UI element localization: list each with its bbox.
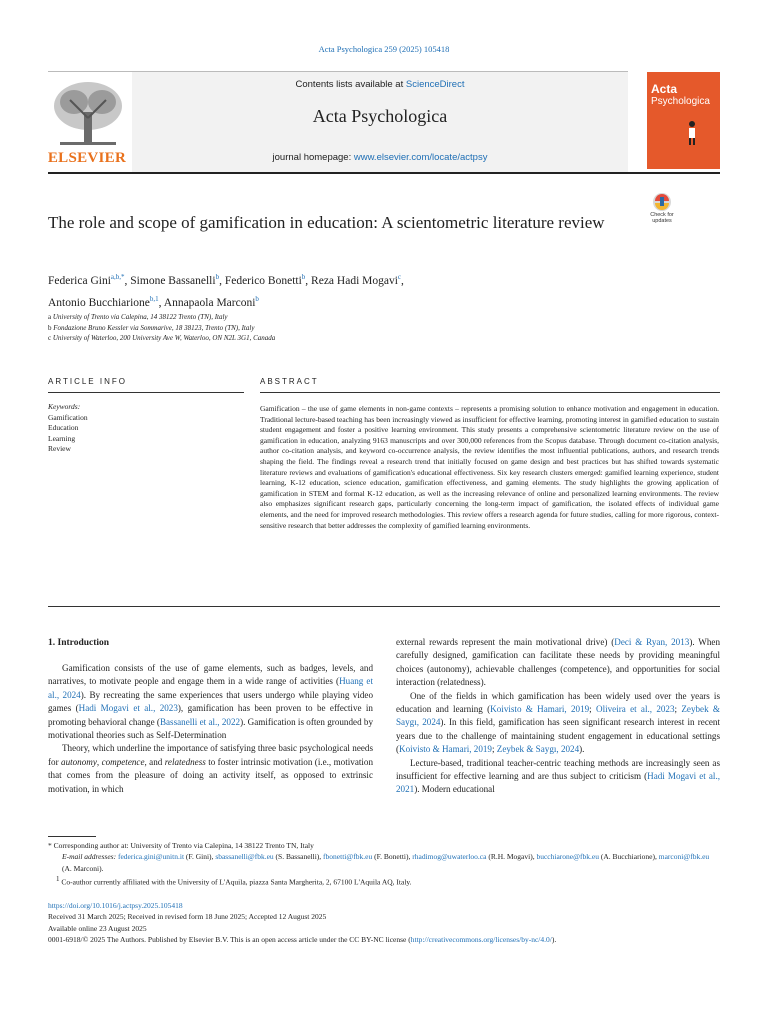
sciencedirect-link[interactable]: ScienceDirect [405,79,465,90]
article-title: The role and scope of gamification in education: A scientometric literature review [48,213,605,232]
doi-link[interactable]: https://doi.org/10.1016/j.actpsy.2025.105418 [48,901,183,910]
abstract-rule [260,392,720,393]
paragraph: Theory, which underline the importance of satisfying three basic psychological needs for autonomy, competence, and relatedness to foster intrinsic motivation (i.e., motivation that comes from the pleasure of doing an activity itself, as opposed to extrinsic motivation, in which [48,743,374,794]
homepage-link[interactable]: www.elsevier.com/locate/actpsy [353,152,488,163]
homepage-prefix: journal homepage: [272,152,354,163]
reference-link[interactable]: Koivisto & Hamari, 2019 [399,744,492,755]
email-link[interactable]: rhadimog@uwaterloo.ca [412,852,487,862]
coauthor-note: $^1$ Co-author currently affiliated with the University of L'Aquila, piazza Santa Margherita, 2, 67100 L'Aquila AQ, Italy. [56,874,412,887]
keyword: Review [48,444,71,453]
available-online: Available online 23 August 2025 [48,923,147,933]
affiliation-item: c University of Waterloo, 200 University Ave W, Waterloo, ON N2L 3G1, Canada [48,334,276,342]
keywords-block [48,402,88,455]
footnotes [48,840,720,888]
keyword: Learning [48,433,76,443]
abstract-text: Gamification – the use of game elements in non-game contexts – represents a promising solution to enhance motivation and engagement in education. Traditional lecture-based teaching has been increasingly viewed as insufficient for effective learning, promoting interest in gamified education to sustain student engagement and foster a positive learning environment. This study presents a comprehensive scientometric literature review on the use of gamification in education, analyzing 9163 manuscripts and over 300,000 references from the Scopus database. Through document co-citation analysis, author co-citation analysis, and keyword co-occurrence analysis, the review identifies the most influential publications, authors, and research trends shaping the field. The findings reveal a research trend that initially focused on game design and best practices but has shifted towards systematic literature reviews and evaluations of gamification's educational effectiveness. Six key research clusters emerged: gamified learning experience, student learning, K-12 education, science education, gamification effectiveness, and gaming elements. The study highlights the growing application of gamification in STEM and formal K-12 education, as well as the increasing relevance of online and personalized learning environments. The review also emphasizes significant research gaps, particularly concerning the long-term impact of gamification, the isolated effects of individual game elements, and the need for improved research methodologies. This review offers a research agenda for future studies, calling for more rigorous, context-sensitive research that better addresses the complexity of gamified learning environments. [260,404,719,530]
license-link[interactable]: http://creativecommons.org/licenses/by-nc/4.0/ [410,934,552,944]
author-sup: c [397,273,402,281]
author-name: Reza Hadi Mogavi [311,274,398,287]
elsevier-logo-text: ELSEVIER [47,150,127,166]
reference-link[interactable]: Koivisto & Hamari, 2019 [490,704,590,715]
author-sup: b [255,294,259,303]
check-for-updates-label[interactable]: Check for updates [650,212,674,224]
paragraph: Lecture-based, traditional teacher-centric teaching methods are increasingly seen as insufficient for effective learning and are thus subject to criticism (Hadi Mogavi et al., 2021). Modern educational [396,757,720,795]
keywords-label: Keywords: [48,402,81,411]
email-link[interactable]: sbassanelli@fbk.eu [215,852,274,862]
cover-figure-icon [685,120,699,146]
author-name: Federico Bonetti [224,274,302,287]
email-addresses: E-mail addresses: federica.gini@unitn.it (F. Gini), sbassanelli@fbk.eu (S. Bassanelli), fbonetti@fbk.eu (F. Bonetti), rhadimog@uwaterloo.ca (R.H. Mogavi), bucchiarone@fbk.eu (A. Bucchiarione), marconi@fbk.eu (A. Marconi). [62,852,710,873]
article-info-rule [48,392,244,393]
paragraph: external rewards represent the main motivational drive) (Deci & Ryan, 2013). When carefully designed, gamification can facilitate these needs by providing meaningful choices (autonomy), achievable challenges (competence), and opportunities for social interaction (relatedness). [396,637,721,688]
left-column-text [48,662,373,796]
email-link[interactable]: federica.gini@unitn.it [117,852,185,862]
reference-link[interactable]: Hadi Mogavi et al., 2023 [78,703,178,714]
article-info-heading: ARTICLE INFO [48,377,127,386]
journal-homepage [132,152,628,163]
affiliations [48,312,608,344]
right-column-text [396,636,720,797]
journal-citation[interactable]: Acta Psychologica 259 (2025) 105418 [318,44,450,54]
author-sup: b [301,273,306,281]
corresponding-author-note: * Corresponding author at: University of Trento via Calepina, 14 38122 Trento TN, Italy [48,841,314,850]
abstract-heading: ABSTRACT [260,377,319,386]
received-dates: Received 31 March 2025; Received in revised form 18 June 2025; Accepted 12 August 2025 [48,912,327,922]
reference-link[interactable]: Zeybek & Saygı, 2024 [496,744,580,755]
author-sup: b,1 [149,294,159,303]
abstract-bottom-rule [48,606,720,607]
author-name: Annapaola Marconi [163,296,256,309]
author-sup: a,b,* [110,273,125,281]
license-text: 0001-6918/© 2025 The Authors. Published by Elsevier B.V. This is an open access article under the CC BY-NC license (http://creativecommons.org/licenses/by-nc/4.0/). [48,934,557,944]
author-name: Antonio Bucchiarione [48,296,150,309]
cover-title-line-1: Acta [651,82,678,96]
contents-available [132,79,628,90]
author-list: Federica Gini$^{a,b,*}$, Simone Bassanelli$^b$, Federico Bonetti$^b$, Reza Hadi Mogavi$^c$, Antonio Bucchiarione$^{b,1}$, Annapaola Marconi$^b$ [48,273,404,309]
author-name: Simone Bassanelli [130,274,216,287]
publication-info [48,900,720,945]
paragraph: Gamification consists of the use of game elements, such as badges, levels, and narratives, to motivate people and engage them in a wide range of activities (Huang et al., 2024). By recreating the same experiences that users undergo while playing video games (Hadi Mogavi et al., 2023), gamification has been proven to be effective in promoting behavioral change (Bassanelli et al., 2022). Gamification is often grounded by motivational theories such as Self-Determination [48,663,374,741]
reference-link[interactable]: Huang et al., 2024 [48,676,373,700]
contents-prefix: Contents lists available at [295,79,406,90]
keyword: Gamification [48,412,88,422]
author-sup: b [215,273,220,281]
section-heading-introduction: 1. Introduction [48,638,110,648]
email-link[interactable]: marconi@fbk.eu [658,852,710,862]
check-for-updates-icon[interactable] [646,192,678,212]
affiliation-item: a University of Trento via Calepina, 14 38122 Trento (TN), Italy [48,313,228,321]
reference-link[interactable]: Hadi Mogavi et al., 2021 [396,771,720,795]
journal-name: Acta Psychologica [312,106,448,126]
footnote-rule [48,836,96,837]
elsevier-tree-logo [48,78,128,150]
affiliation-item: b Fondazione Bruno Kessler via Sommarive, 18 38123, Trento (TN), Italy [48,323,255,332]
keyword: Education [48,423,79,432]
cover-title-line-2: Psychologica [651,96,710,107]
reference-link[interactable]: Oliveira et al., 2023 [596,704,675,715]
email-link[interactable]: fbonetti@fbk.eu [323,852,373,862]
author-name: Federica Gini [48,274,111,287]
paragraph: One of the fields in which gamification has been widely used over the years is education and learning (Koivisto & Hamari, 2019; Oliveira et al., 2023; Zeybek & Saygı, 2024). In this field, gamification has seen significant research interest in recent years due to the challenge of maintaining student engagement in educational settings (Koivisto & Hamari, 2019; Zeybek & Saygı, 2024). [396,690,720,755]
reference-link[interactable]: Zeybek & Saygı, 2024 [396,704,720,728]
email-link[interactable]: bucchiarone@fbk.eu [536,852,599,862]
reference-link[interactable]: Deci & Ryan, 2013 [614,637,690,647]
header-bottom-rule [48,172,720,174]
reference-link[interactable]: Bassanelli et al., 2022 [159,716,241,727]
